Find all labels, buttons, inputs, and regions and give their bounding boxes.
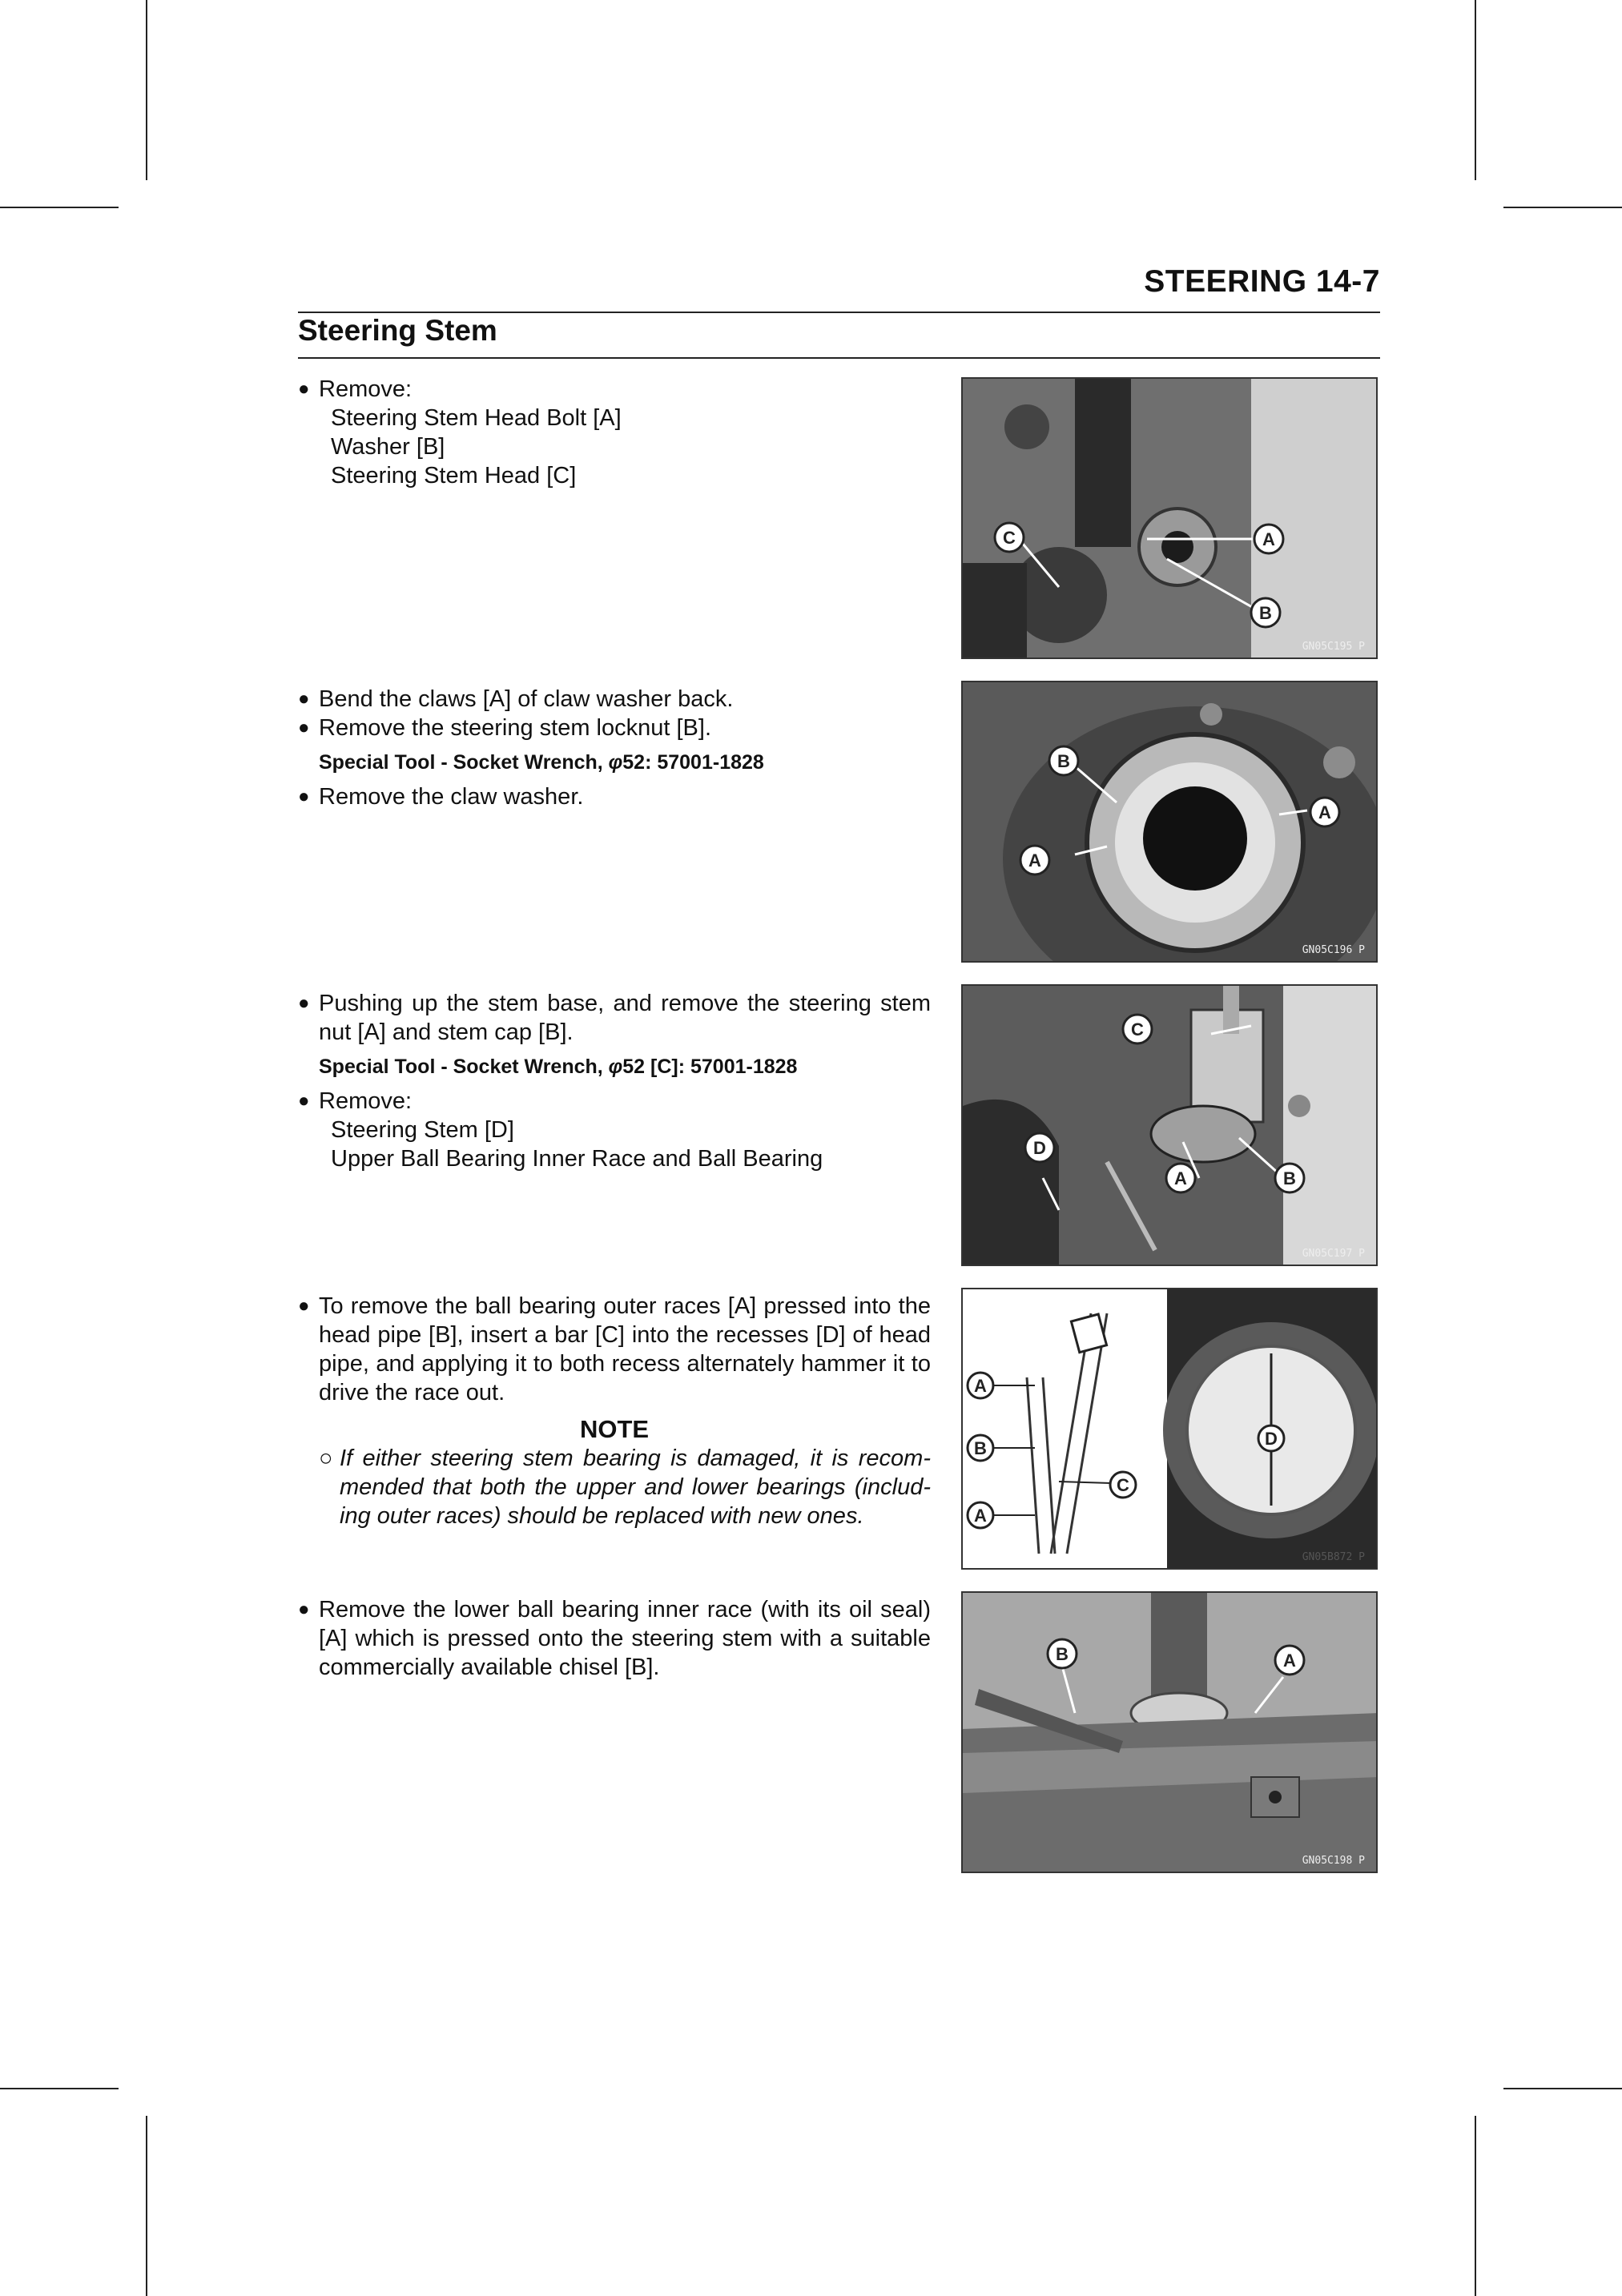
callout-b	[1275, 1164, 1304, 1192]
callout-d	[1025, 1133, 1054, 1162]
list-item: Steering Stem Head Bolt [A]	[331, 405, 622, 431]
step-5	[298, 1595, 931, 1682]
bullet-marker: ●	[298, 378, 310, 400]
crop-mark	[1503, 2088, 1622, 2089]
header-rule	[298, 312, 1380, 313]
step-1	[298, 375, 931, 490]
page-header-title: STEERING 14-7	[1144, 264, 1380, 299]
svg-text:D: D	[1265, 1429, 1278, 1449]
svg-text:D: D	[1033, 1138, 1046, 1158]
svg-text:A: A	[1174, 1168, 1187, 1188]
crop-mark	[146, 0, 147, 180]
svg-text:A: A	[1262, 529, 1275, 549]
figure-code: GN05B872 P	[1302, 1551, 1365, 1563]
bullet-item: ● Remove:	[298, 376, 413, 402]
bullet-item: ● Remove:	[298, 1088, 413, 1114]
section-title: Steering Stem	[298, 314, 497, 347]
step-4	[298, 1292, 931, 1530]
phi-symbol: φ	[608, 751, 623, 774]
figure-stem-nut	[961, 984, 1378, 1266]
callout-b	[968, 1435, 993, 1461]
callout-a	[1254, 525, 1283, 553]
svg-text:C: C	[1117, 1475, 1129, 1495]
svg-text:A: A	[1318, 802, 1331, 822]
note-title: NOTE	[579, 1415, 650, 1443]
section-rule	[298, 357, 1380, 359]
svg-text:A: A	[974, 1506, 987, 1526]
figure-stem-nut-illustration	[963, 986, 1378, 1266]
bullet-item: ● Bend the claws [A] of claw washer back.	[298, 686, 734, 712]
svg-text:B: B	[974, 1438, 987, 1458]
figure-stem-head-illustration	[963, 379, 1378, 659]
phi-symbol: φ	[608, 1056, 623, 1078]
crop-mark	[146, 2116, 147, 2296]
bullet-item: ● Remove the lower ball bearing inner race (with its oil seal) [A] which is pressed onto the steering stem with a suitable commercially available chisel [B].	[298, 1597, 931, 1680]
callout-a	[1020, 846, 1049, 875]
crop-mark	[1475, 0, 1476, 180]
crop-mark	[1475, 2116, 1476, 2296]
step-2	[298, 685, 931, 811]
bullet-marker: ●	[298, 688, 310, 710]
bullet-item: ● Remove the claw washer.	[298, 784, 584, 810]
special-tool: Special Tool - Socket Wrench, φ52 [C]: 57001-1828	[319, 1056, 798, 1078]
list-item: Steering Stem Head [C]	[331, 463, 577, 489]
svg-text:A: A	[974, 1376, 987, 1396]
callout-c	[995, 523, 1024, 552]
list-item: Steering Stem [D]	[331, 1117, 514, 1143]
bullet-marker: ●	[298, 717, 310, 738]
bullet-marker: ●	[298, 1598, 310, 1620]
figure-code: GN05C196 P	[1302, 944, 1365, 956]
step-3	[298, 989, 931, 1173]
figure-stem-head	[961, 377, 1378, 659]
bullet-marker: ●	[298, 1295, 310, 1317]
bullet-marker: ●	[298, 992, 310, 1014]
callout-a	[1310, 798, 1339, 826]
callout-b	[1251, 598, 1280, 627]
callout-c	[1123, 1015, 1152, 1043]
bullet-item: ● Remove the steering stem locknut [B].	[298, 715, 711, 741]
figure-code: GN05C198 P	[1302, 1855, 1365, 1867]
list-item: Upper Ball Bearing Inner Race and Ball Bearing	[331, 1146, 823, 1172]
figure-lower-race-illustration	[963, 1593, 1378, 1873]
crop-mark	[0, 2088, 119, 2089]
svg-text:C: C	[1003, 528, 1016, 548]
figure-claw-washer	[961, 681, 1378, 963]
figure-code: GN05C197 P	[1302, 1248, 1365, 1260]
svg-text:A: A	[1028, 850, 1041, 871]
figure-outer-race	[961, 1288, 1378, 1570]
bullet-item: ● Pushing up the stem base, and remove the steering stem nut [A] and stem cap [B].	[298, 991, 931, 1045]
bullet-marker: ●	[298, 1090, 310, 1112]
svg-text:B: B	[1056, 1644, 1069, 1664]
crop-mark	[0, 207, 119, 208]
callout-a	[968, 1373, 993, 1398]
svg-text:B: B	[1283, 1168, 1296, 1188]
bullet-item: ● To remove the ball bearing outer races [A] pressed into the head pipe [B], insert a bar [C] into the recesses [D] of head pipe, and applying it to both recess alternately hammer it to drive the race out.	[298, 1293, 931, 1405]
note-text: ○ If either steering stem bearing is damaged, it is recom-mended that both the upper and lower bearings (includ-ing outer races) should be replaced with new ones.	[319, 1446, 931, 1529]
svg-text:C: C	[1131, 1019, 1144, 1039]
callout-d	[1258, 1425, 1284, 1451]
callout-b	[1049, 746, 1078, 775]
figure-code: GN05C195 P	[1302, 641, 1365, 653]
special-tool: Special Tool - Socket Wrench, φ52: 57001-1828	[319, 751, 764, 774]
svg-text:A: A	[1283, 1651, 1296, 1671]
svg-text:B: B	[1057, 751, 1070, 771]
figure-lower-race	[961, 1591, 1378, 1873]
svg-text:B: B	[1259, 603, 1272, 623]
callout-c	[1110, 1472, 1136, 1498]
note-marker: ○	[319, 1446, 333, 1471]
callout-a	[1166, 1164, 1195, 1192]
bullet-marker: ●	[298, 786, 310, 807]
figure-outer-race-illustration	[963, 1289, 1378, 1570]
callout-b	[1048, 1639, 1077, 1668]
figure-claw-washer-illustration	[963, 682, 1378, 963]
callout-a	[1275, 1646, 1304, 1675]
list-item: Washer [B]	[331, 434, 445, 460]
crop-mark	[1503, 207, 1622, 208]
callout-a	[968, 1502, 993, 1528]
